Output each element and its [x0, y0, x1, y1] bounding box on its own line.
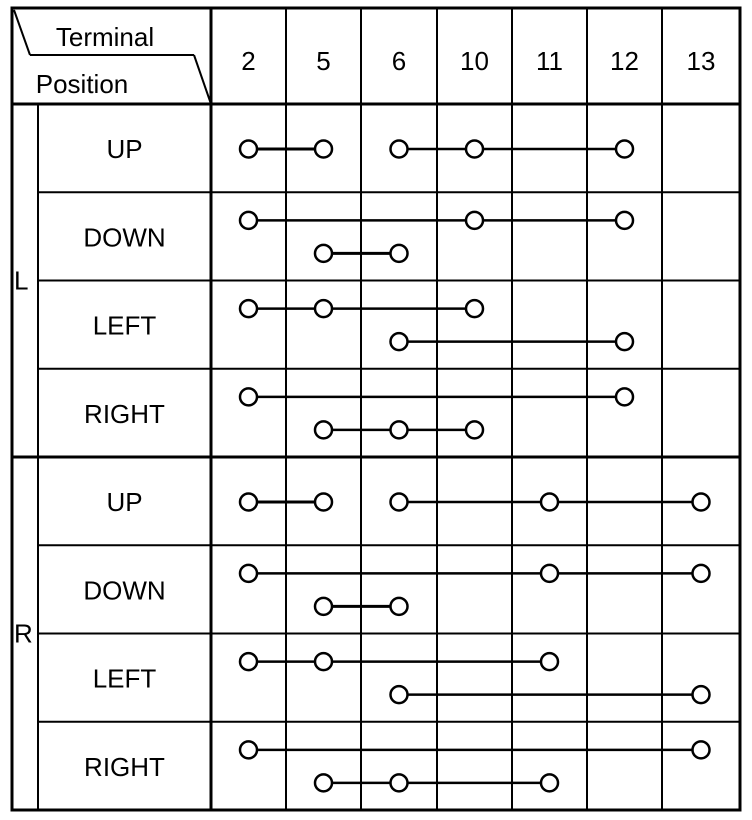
terminal-label-13: 13 [686, 46, 716, 76]
terminal-contact-11 [541, 653, 558, 670]
terminal-label-11: 11 [536, 46, 563, 76]
terminal-label-5: 5 [316, 46, 331, 76]
terminal-contact-5 [315, 141, 332, 158]
terminal-contact-2 [240, 565, 257, 582]
terminal-contact-2 [240, 494, 257, 511]
terminal-contact-6 [391, 686, 408, 703]
position-label-l-left: LEFT [92, 310, 157, 341]
group-label-l: L [14, 265, 29, 296]
terminal-contact-2 [240, 141, 257, 158]
position-label-r-up: UP [106, 487, 143, 518]
terminal-contact-6 [391, 421, 408, 438]
terminal-label-10: 10 [460, 46, 489, 76]
terminal-contact-13 [693, 686, 710, 703]
terminal-contact-6 [391, 141, 408, 158]
terminal-contact-10 [466, 141, 483, 158]
terminal-contact-2 [240, 388, 257, 405]
terminal-contact-6 [391, 774, 408, 791]
group-label-r: R [14, 618, 33, 649]
position-label-r-right: RIGHT [84, 751, 165, 782]
header-diagonal [14, 10, 30, 55]
terminal-contact-6 [391, 333, 408, 350]
terminal-contact-11 [541, 565, 558, 582]
terminal-contact-12 [616, 333, 633, 350]
terminal-contact-2 [240, 300, 257, 317]
terminal-contact-12 [616, 141, 633, 158]
terminal-contact-6 [391, 598, 408, 615]
terminal-contact-2 [240, 212, 257, 229]
position-label-l-right: RIGHT [84, 398, 165, 429]
terminal-contact-5 [315, 421, 332, 438]
position-label-r-left: LEFT [92, 663, 157, 694]
connection-lines [240, 141, 710, 792]
position-label-r-down: DOWN [83, 575, 166, 606]
terminal-contact-12 [616, 388, 633, 405]
terminal-contact-5 [315, 494, 332, 511]
terminal-contact-10 [466, 212, 483, 229]
terminal-contact-6 [391, 494, 408, 511]
terminal-contact-10 [466, 421, 483, 438]
position-header-label: Position [35, 69, 129, 99]
terminal-contact-5 [315, 598, 332, 615]
terminal-contact-13 [693, 494, 710, 511]
terminal-contact-13 [693, 565, 710, 582]
terminal-contact-2 [240, 741, 257, 758]
position-label-l-up: UP [106, 134, 143, 165]
terminal-label-2: 2 [241, 46, 256, 76]
terminal-label-12: 12 [610, 46, 639, 76]
terminal-contact-11 [541, 774, 558, 791]
terminal-header-label: Terminal [55, 22, 155, 52]
table-labels [14, 22, 715, 782]
terminal-contact-5 [315, 300, 332, 317]
terminal-contact-5 [315, 774, 332, 791]
terminal-contact-5 [315, 245, 332, 262]
terminal-contact-10 [466, 300, 483, 317]
terminal-contact-2 [240, 653, 257, 670]
header-diagonal [194, 55, 211, 104]
terminal-contact-11 [541, 494, 558, 511]
position-label-l-down: DOWN [83, 222, 166, 253]
terminal-contact-13 [693, 741, 710, 758]
terminal-contact-6 [391, 245, 408, 262]
terminal-label-6: 6 [391, 46, 407, 76]
terminal-contact-12 [616, 212, 633, 229]
terminal-contact-5 [315, 653, 332, 670]
